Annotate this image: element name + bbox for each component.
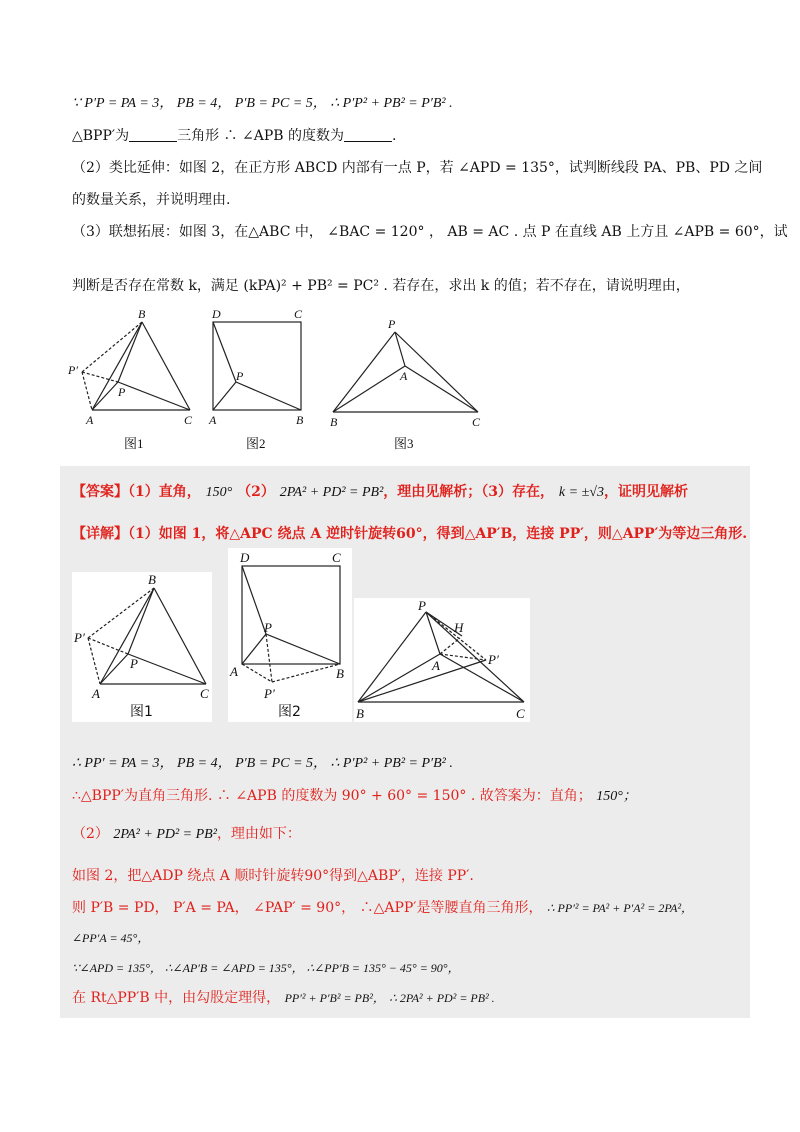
bottom-fig1-caption: 图1 bbox=[130, 704, 153, 720]
solution-line-4: 如图 2，把△ADP 绕点 A 顺时针旋转90°得到△ABP′，连接 PP′. bbox=[72, 868, 474, 884]
fig2-label-p: P bbox=[236, 369, 244, 383]
fig3-label-c: C bbox=[472, 415, 481, 429]
bfig1-label-a: A bbox=[92, 686, 100, 701]
solution-line-5 bbox=[72, 898, 693, 918]
bfig3-label-p: P bbox=[418, 598, 426, 613]
fig3-label-b: B bbox=[330, 415, 338, 429]
fig1-label-b: B bbox=[138, 307, 146, 321]
fig1-label-c: C bbox=[184, 413, 193, 427]
problem-line-2 bbox=[72, 126, 396, 146]
bfig2-label-b: B bbox=[336, 666, 344, 681]
solution-line-1: ∴ PP′ = PA = 3， PB = 4， P′B = PC = 5， ∴ P′P² + PB² = P′B² . bbox=[72, 756, 453, 771]
bfig1-label-c: C bbox=[200, 686, 209, 701]
bottom-fig1 bbox=[72, 572, 212, 722]
bfig1-label-b: B bbox=[148, 572, 156, 587]
solution-line-8 bbox=[72, 988, 495, 1008]
problem-line-5: （3）联想拓展：如图 3，在△ABC 中， ∠BAC = 120° ， AB = AC . 点 P 在直线 AB 上方且 ∠APB = 60°，试 bbox=[72, 224, 788, 240]
bfig2-label-a: A bbox=[230, 664, 238, 679]
solution-line-3c: ，理由如下： bbox=[216, 826, 301, 842]
problem-line-6: 判断是否存在常数 k，满足 (kPA)² + PB² = PC² . 若存在，求出 k 的值；若不存在，请说明理由， bbox=[72, 278, 690, 294]
bfig2-label-c: C bbox=[332, 550, 341, 565]
solution-line-8c: ∴ 2PA² + PD² = PB² . bbox=[389, 991, 495, 1005]
answer-part2-tail: ，理由见解析；（3）存在， bbox=[383, 484, 555, 500]
problem-line-4: 的数量关系，并说明理由. bbox=[72, 192, 231, 208]
detail-line bbox=[72, 524, 747, 544]
solution-line-8b: PP′² + P′B² = PB²， bbox=[284, 991, 385, 1005]
answer-section bbox=[60, 466, 750, 1018]
answer-tag: 【答案】 bbox=[72, 484, 128, 500]
answer-line bbox=[72, 482, 688, 503]
answer-part1-label: （1）直角， bbox=[128, 484, 201, 500]
answer-part3-value: k = ±√3 bbox=[558, 485, 604, 500]
answer-part2-value: 2PA² + PD² = PB² bbox=[279, 485, 384, 500]
bottom-fig3 bbox=[354, 598, 530, 722]
solution-line-7a: ∵∠APD = 135°， bbox=[72, 961, 162, 975]
fig2-label-a: A bbox=[209, 413, 217, 427]
bfig2-label-pprime: P′ bbox=[264, 686, 275, 701]
solution-line-7b: ∴∠AP′B = ∠APD = 135°， bbox=[164, 961, 304, 975]
answer-blank-2 bbox=[344, 127, 392, 142]
bfig2-label-p: P bbox=[264, 620, 272, 635]
fig2-label-d: D bbox=[212, 307, 221, 321]
solution-line-7 bbox=[72, 958, 460, 978]
solution-line-2 bbox=[72, 786, 637, 807]
solution-line-3a: （2） bbox=[72, 826, 109, 842]
solution-line-8a: 在 Rt△PP′B 中，由勾股定理得， bbox=[72, 990, 281, 1006]
bfig2-label-d: D bbox=[240, 550, 250, 565]
bottom-fig2-caption: 图2 bbox=[278, 704, 301, 720]
solution-line-3 bbox=[72, 824, 301, 845]
answer-part2-label: （2） bbox=[237, 484, 275, 500]
fig1-label-pprime: P′ bbox=[68, 363, 78, 377]
bfig3-label-pprime: P′ bbox=[488, 652, 499, 667]
answer-part1-value: 150° bbox=[205, 485, 233, 500]
problem-line-2a: △BPP′为 bbox=[72, 128, 130, 144]
detail-tag: 【详解】 bbox=[72, 526, 128, 542]
bfig3-label-h: H bbox=[454, 620, 464, 635]
bfig3-label-a: A bbox=[432, 658, 440, 673]
solution-line-2b: 150°； bbox=[596, 789, 637, 804]
solution-line-3b: 2PA² + PD² = PB² bbox=[113, 827, 217, 842]
fig3-label-a: A bbox=[400, 369, 408, 383]
fig2-label-b: B bbox=[296, 413, 304, 427]
answer-part3-tail: ，证明见解析 bbox=[603, 484, 688, 500]
solution-line-6: ∠PP′A = 45°， bbox=[72, 931, 150, 945]
solution-line-5a: 则 P′B = PD， P′A = PA， ∠PAP′ = 90°， ∴△APP′是等腰直角三角形， bbox=[72, 900, 543, 916]
solution-line-5b: ∴ PP′² = PA² + P′A² = 2PA²， bbox=[546, 901, 694, 915]
bottom-fig2 bbox=[228, 548, 352, 722]
answer-blank-1 bbox=[129, 127, 177, 142]
problem-line-2b: 三角形 ∴ ∠APB 的度数为 bbox=[177, 128, 344, 144]
fig1-label-p: P bbox=[118, 385, 126, 399]
top-fig2-caption: 图2 bbox=[246, 436, 266, 451]
bfig3-label-c: C bbox=[516, 706, 525, 721]
solution-line-2a: ∴△BPP′为直角三角形. ∴ ∠APB 的度数为 90° + 60° = 150° . 故答案为：直角； bbox=[72, 788, 592, 804]
fig1-label-a: A bbox=[86, 413, 94, 427]
solution-line-7c: ∴∠PP′B = 135° − 45° = 90°， bbox=[306, 961, 460, 975]
bfig1-label-pprime: P′ bbox=[74, 630, 85, 645]
problem-line-3: （2）类比延伸：如图 2，在正方形 ABCD 内部有一点 P，若 ∠APD = 135°，试判断线段 PA、PB、PD 之间 bbox=[72, 160, 763, 176]
problem-line-2c: . bbox=[391, 128, 397, 144]
top-fig3-caption: 图3 bbox=[394, 436, 414, 451]
fig3-label-p: P bbox=[388, 317, 396, 331]
top-figures bbox=[60, 300, 500, 458]
top-fig1-caption: 图1 bbox=[124, 436, 144, 451]
fig2-label-c: C bbox=[294, 307, 303, 321]
problem-line-1: ∵ P′P = PA = 3， PB = 4， P′B = PC = 5， ∴ P′P² + PB² = P′B² . bbox=[72, 96, 453, 111]
bfig3-label-b: B bbox=[356, 706, 364, 721]
bfig1-label-p: P bbox=[130, 656, 138, 671]
detail-line-1: （1）如图 1，将△APC 绕点 A 逆时针旋转60°，得到△AP′B，连接 PP′，则△APP′为等边三角形. bbox=[128, 526, 748, 542]
